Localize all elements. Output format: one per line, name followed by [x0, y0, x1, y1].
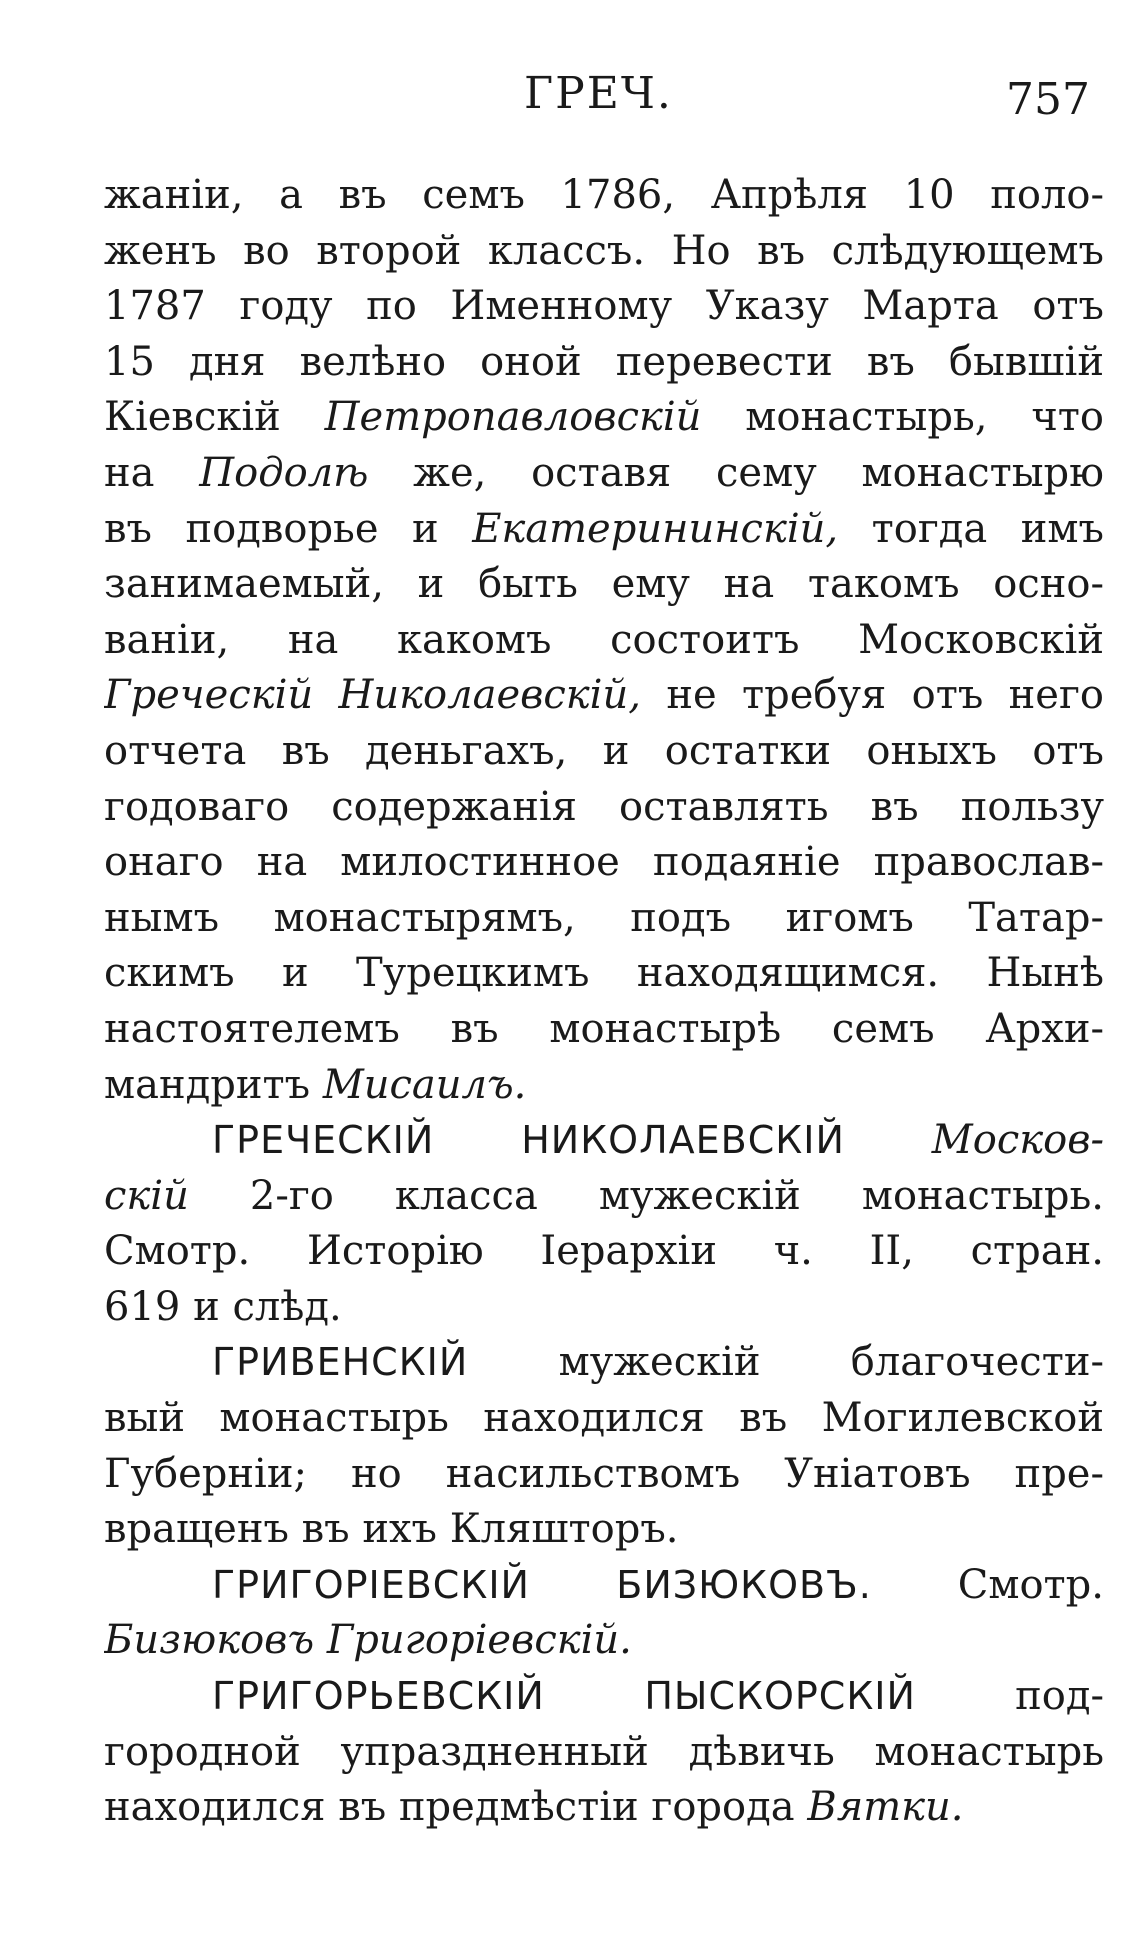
italic-text: Петропавловскiй: [324, 394, 702, 441]
entry-first-line: [104, 1558, 1104, 1614]
text-line: [104, 1002, 1104, 1058]
text-segment: под-: [915, 1673, 1104, 1720]
text-segment: 15 дня велѣно оной перевести въ бывшiй: [104, 338, 1104, 385]
text-segment: находился въ предмѣстiи города: [104, 1784, 808, 1831]
text-segment: Смотр.: [871, 1561, 1104, 1608]
entry-first-line: [104, 1669, 1104, 1725]
text-segment: вращенъ въ ихъ Кляшторъ.: [104, 1506, 679, 1553]
entry-heading: ГРИГОРЬЕВСКIЙ ПЫСКОРСКIЙ: [212, 1674, 916, 1719]
italic-text: Москов-: [931, 1117, 1104, 1164]
text-line: [104, 390, 1104, 446]
running-head: [0, 68, 1140, 128]
text-line: [104, 668, 1104, 724]
text-line: [104, 502, 1104, 558]
text-segment: годоваго содержанiя оставлять въ пользу: [104, 783, 1104, 830]
italic-text: Подолѣ: [199, 449, 369, 496]
text-segment: нымъ монастырямъ, подъ игомъ Татар-: [104, 894, 1104, 941]
text-segment: въ подворье и: [104, 505, 473, 552]
italic-text: Екатерининскiй,: [472, 505, 839, 552]
text-line: [104, 446, 1104, 502]
entry-heading: ГРИГОРIЕВСКIЙ БИЗЮКОВЪ.: [212, 1562, 872, 1607]
text-segment: онаго на милостинное подаянiе православ-: [104, 839, 1104, 886]
text-segment: жанiи, а въ семъ 1786, Апрѣля 10 поло-: [104, 172, 1104, 218]
text-segment: занимаемый, и быть ему на такомъ осно-: [104, 561, 1104, 608]
text-segment: мужескiй благочести-: [468, 1339, 1104, 1386]
italic-text: Греческiй Николаевскiй,: [104, 672, 641, 719]
text-line: [104, 1280, 1104, 1336]
text-line: [104, 168, 1104, 224]
text-segment: мандритъ: [104, 1061, 323, 1108]
text-segment: тогда имъ: [838, 505, 1104, 552]
text-segment: 1787 году по Именному Указу Марта отъ: [104, 283, 1104, 330]
text-segment: женъ во второй классъ. Но въ слѣдующемъ: [104, 227, 1104, 274]
text-segment: Смотр. Исторiю Iерархiи ч. II, стран.: [104, 1228, 1104, 1275]
text-line: [104, 613, 1104, 669]
entry-first-line: [104, 1335, 1104, 1391]
text-segment: вый монастырь находился въ Могилевской: [104, 1395, 1104, 1442]
text-line: [104, 1447, 1104, 1503]
text-segment: отчета въ деньгахъ, и остатки оныхъ отъ: [104, 727, 1104, 774]
text-line: [104, 891, 1104, 947]
text-line: [104, 1058, 1104, 1114]
text-segment: монастырь, что: [701, 394, 1104, 441]
text-segment: городной упраздненный дѣвичь монастырь: [104, 1728, 1104, 1775]
text-line: [104, 335, 1104, 391]
text-line: [104, 1725, 1104, 1781]
entry-first-line: [104, 1113, 1104, 1169]
italic-text: Мисаилъ.: [322, 1061, 527, 1108]
text-segment: 2-го класса мужескiй монастырь.: [188, 1172, 1104, 1219]
text-segment: на: [104, 449, 200, 496]
text-line: [104, 946, 1104, 1002]
text-segment: же, оставя сему монастырю: [368, 449, 1104, 496]
text-line: [104, 279, 1104, 335]
text-line: [104, 724, 1104, 780]
text-line: [104, 1169, 1104, 1225]
text-segment: Губернiи; но насильствомъ Унiатовъ пре-: [104, 1450, 1104, 1497]
text-line: [104, 1224, 1104, 1280]
text-line: [104, 780, 1104, 836]
page-number: 757: [1006, 74, 1090, 125]
entry-heading: ГРЕЧЕСКIЙ НИКОЛАЕВСКIЙ: [212, 1118, 932, 1163]
text-line: [104, 224, 1104, 280]
text-line: [104, 1391, 1104, 1447]
text-line: [104, 835, 1104, 891]
text-line: [104, 1613, 1104, 1669]
text-segment: ванiи, на какомъ состоитъ Московскiй: [104, 616, 1104, 663]
running-title: ГРЕЧ.: [524, 68, 673, 119]
text-line: [104, 557, 1104, 613]
entry-heading: ГРИВЕНСКIЙ: [212, 1340, 469, 1385]
italic-text: скiй: [104, 1172, 189, 1219]
text-line: [104, 1502, 1104, 1558]
text-segment: 619 и слѣд.: [104, 1283, 342, 1330]
text-segment: Кiевскiй: [104, 394, 325, 441]
text-segment: не требуя отъ него: [640, 672, 1104, 719]
text-segment: скимъ и Турецкимъ находящимся. Нынѣ: [104, 950, 1104, 997]
body-text: [104, 168, 1104, 1836]
text-line: [104, 1780, 1104, 1836]
italic-text: Вятки.: [807, 1784, 964, 1831]
italic-text: Бизюковъ Григорiевскiй.: [104, 1617, 632, 1664]
text-segment: настоятелемъ въ монастырѣ семъ Архи-: [104, 1005, 1104, 1052]
